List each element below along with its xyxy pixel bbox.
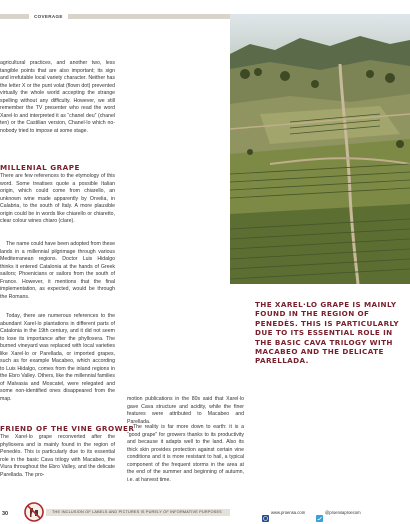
paragraph-intro: agricultural practices, and another two, less tangible points that are also important; its sign and irrefutable local variety character. Neither has the letter X or the punt volat (flown dot) prevented virtually the whole world accepting the strange spelling without any difficulty. However, we still remember the TV presenter who read the word Xarel·lo and interpreted it as “chanel deu” (chanel ten) or the Castilian version, Chanel·lo which no-nobody tried to impose at some stage. bbox=[0, 60, 115, 134]
paragraph-millenial-3: Today, there are numerous references to the abundant Xarel·lo plantations in different parts of Catalonia in the 19th century, and it did not seem to lose its importance after the phylloxera. The burned vineyard was replaced with local varieties like Xarel·lo or Parellada, or imported grapes, such as for example Macabeo, which according to Luis Hidalgo, comes from the inland regions in the Ebro Valley. Others, like the millennial families of Malvasia and Moscatel, were relegated and some non-identified ones disappeared from the map. bbox=[0, 313, 115, 403]
paragraph-millenial-2: The name could have been adopted from these lands in a millennial pilgrimage through various Mediterranean regions. Doctor Luis Hidalgo thinks it entered Catalonia at the hands of Greek sailors; Phoenicians or sailors from the south of France. However, it mentions that the final implementation, as expected, would be through the Romans. bbox=[0, 241, 116, 300]
paragraph-friend: The Xarel·lo grape reconverted after the phylloxera and is mainly found in the region of Penedès. This is particularly due to its essential role in the basic Cava trilogy with Macabeo, the Viura throughout the Ebro Valley, and the delicate Parellada. The pro- bbox=[0, 434, 115, 478]
disclaimer-text: THE INCLUSION OF LABELS AND PICTURES IS PURELY OF INFORMATIVE PURPOSES bbox=[46, 509, 230, 516]
globe-icon bbox=[262, 509, 269, 516]
page-number: 30 bbox=[2, 511, 9, 517]
website-link[interactable]: www.proensa.com bbox=[271, 509, 306, 515]
heading-friend: FRIEND OF THE VINE GROWER bbox=[0, 424, 135, 433]
pull-quote: THE XAREL·LO GRAPE IS MAINLY FOUND IN THE REGION OF PENEDÈS. THIS IS PARTICULARLY DUE TO ITS ESSENTIAL ROLE IN THE BASIC CAVA TRILOGY WITH MACABEO AND THE DELICATE PARELLADA. bbox=[255, 300, 400, 366]
footer bbox=[0, 502, 410, 524]
paragraph-millenial-1: There are few references to the etymology of this word. Some treatises quote a possible Italian origin, which could come from chiarello, an unknown wine made apparently by Orvelia, in Calabria, to the south of Italy. A more plausible origin could be in words like chiarello or chiaretto, clear colour wines chiaro (clare). bbox=[0, 173, 115, 225]
no-drink-drive-logo bbox=[24, 502, 44, 522]
twitter-handle[interactable]: @proensaproecom bbox=[325, 509, 361, 515]
twitter-icon bbox=[316, 509, 323, 516]
vineyard-photo bbox=[230, 14, 410, 284]
paragraph-col2-2: The reality is far more down to earth: it is a “good grape” for growers thanks to its productivity and because it adapts well to the land. Also its thick skin provides protection against certain vine conditions and it is more resistant to hail, a typical component of the frequent storms in the area at the end of the summer and beginning of autumn, i.e. at harvest time. bbox=[127, 424, 244, 483]
paragraph-col2-1: motion publications in the 80s said that Xarel·lo gave Cava structure and acidity, while the finer features were attributed to Macabeo and Parellada. bbox=[127, 396, 244, 425]
heading-millenial-grape: MILLENIAL GRAPE bbox=[0, 163, 80, 172]
section-label: COVERAGE bbox=[29, 13, 68, 21]
